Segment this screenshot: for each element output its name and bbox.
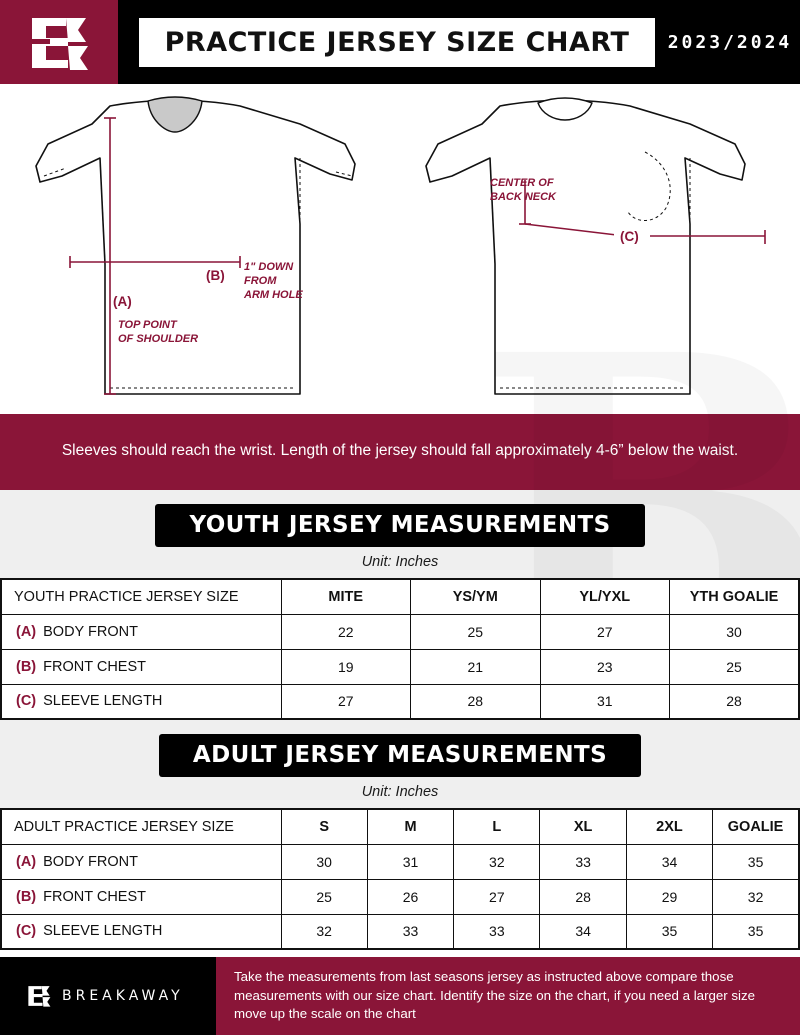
- label-b-desc-1: 1" DOWN: [244, 261, 294, 273]
- adult-row-1-name: FRONT CHEST: [43, 888, 146, 905]
- footer-brand-name: BREAKAWAY: [62, 988, 184, 1004]
- youth-row-0-label: [1, 614, 281, 649]
- youth-cell-1-0: 19: [281, 649, 411, 684]
- adult-cell-1-2: 27: [454, 879, 540, 914]
- adult-cell-2-2: 33: [454, 914, 540, 949]
- adult-col-2: L: [454, 809, 540, 844]
- adult-cell-1-4: 29: [626, 879, 712, 914]
- jersey-diagram: [0, 84, 800, 414]
- youth-cell-0-0: 22: [281, 614, 411, 649]
- youth-section: [0, 490, 800, 720]
- youth-cell-2-3: 28: [670, 684, 800, 719]
- youth-row-1-tag: (B): [16, 658, 37, 675]
- label-a-desc-2: OF SHOULDER: [118, 333, 199, 345]
- label-c: (C): [620, 229, 639, 244]
- youth-row-0-tag: (A): [16, 623, 37, 640]
- adult-cell-2-0: 32: [281, 914, 367, 949]
- youth-col-3: YTH GOALIE: [670, 579, 800, 614]
- breakaway-b-logo-icon-small: [26, 980, 52, 1012]
- adult-cell-0-3: 33: [540, 844, 626, 879]
- adult-row-2-label: [1, 914, 281, 949]
- youth-col-1: YS/YM: [411, 579, 541, 614]
- table-row: [1, 844, 799, 879]
- adult-unit-label: Unit: Inches: [361, 784, 439, 800]
- adult-cell-2-5: 35: [713, 914, 799, 949]
- youth-unit-label: Unit: Inches: [361, 554, 439, 570]
- jersey-diagram-svg: [0, 84, 800, 414]
- youth-cell-2-2: 31: [540, 684, 670, 719]
- youth-cell-2-0: 27: [281, 684, 411, 719]
- youth-cell-0-3: 30: [670, 614, 800, 649]
- page-footer: [0, 957, 800, 1035]
- youth-cell-2-1: 28: [411, 684, 541, 719]
- breakaway-b-logo-icon: [26, 12, 92, 74]
- adult-col-4: 2XL: [626, 809, 712, 844]
- youth-cell-0-2: 27: [540, 614, 670, 649]
- adult-col-5: GOALIE: [713, 809, 799, 844]
- adult-table-header-row: [1, 809, 799, 844]
- adult-cell-0-4: 34: [626, 844, 712, 879]
- label-b: (B): [206, 268, 225, 283]
- label-a: (A): [113, 294, 132, 309]
- youth-cell-0-1: 25: [411, 614, 541, 649]
- label-b-desc-2: FROM: [244, 275, 277, 287]
- youth-col-0: MITE: [281, 579, 411, 614]
- season-year: 2023/2024: [667, 31, 793, 53]
- header-title-wrap: [118, 0, 660, 84]
- adult-measurements-table: [0, 808, 800, 950]
- fit-note: Sleeves should reach the wrist. Length of the jersey should fall approximately 4-6” below the waist.: [0, 414, 800, 490]
- youth-cell-1-2: 23: [540, 649, 670, 684]
- adult-col-3: XL: [540, 809, 626, 844]
- adult-cell-0-2: 32: [454, 844, 540, 879]
- jersey-front-illustration: [36, 97, 355, 394]
- adult-cell-2-4: 35: [626, 914, 712, 949]
- adult-cell-1-5: 32: [713, 879, 799, 914]
- adult-cell-1-0: 25: [281, 879, 367, 914]
- footer-instructions: Take the measurements from last seasons jersey as instructed above compare those measurements with our size chart. Identify the size on the chart, if you need a larger size move up the scale on the chart: [216, 957, 800, 1035]
- adult-cell-1-1: 26: [367, 879, 453, 914]
- youth-cell-1-1: 21: [411, 649, 541, 684]
- table-row: [1, 914, 799, 949]
- label-b-desc-3: ARM HOLE: [244, 289, 303, 301]
- adult-section-title: ADULT JERSEY MEASUREMENTS: [159, 734, 641, 777]
- youth-row-2-label: [1, 684, 281, 719]
- adult-col-0: S: [281, 809, 367, 844]
- adult-row-2-name: SLEEVE LENGTH: [43, 923, 163, 940]
- page-header: [0, 0, 800, 84]
- adult-row-0-tag: (A): [16, 853, 37, 870]
- brand-logo-block: [0, 0, 118, 84]
- adult-row-1-tag: (B): [16, 888, 37, 905]
- youth-table-header-row: [1, 579, 799, 614]
- label-c-desc-2: BACK NECK: [490, 191, 556, 203]
- adult-cell-0-0: 30: [281, 844, 367, 879]
- adult-cell-1-3: 28: [540, 879, 626, 914]
- adult-cell-0-5: 35: [713, 844, 799, 879]
- adult-row-0-name: BODY FRONT: [43, 853, 138, 870]
- table-row: [1, 879, 799, 914]
- adult-row-0-label: [1, 844, 281, 879]
- table-row: [1, 649, 799, 684]
- youth-section-title: YOUTH JERSEY MEASUREMENTS: [155, 504, 644, 547]
- youth-row-1-name: FRONT CHEST: [43, 658, 146, 675]
- adult-section: [0, 720, 800, 950]
- adult-row-2-tag: (C): [16, 923, 37, 940]
- youth-row-0-name: BODY FRONT: [43, 623, 138, 640]
- page-title: PRACTICE JERSEY SIZE CHART: [139, 18, 656, 67]
- adult-cell-2-3: 34: [540, 914, 626, 949]
- adult-col-1: M: [367, 809, 453, 844]
- footer-brand-block: [0, 957, 216, 1035]
- label-c-desc-1: CENTER OF: [490, 177, 554, 189]
- youth-measurements-table: [0, 578, 800, 720]
- table-row: [1, 614, 799, 649]
- youth-row-1-label: [1, 649, 281, 684]
- adult-row-1-label: [1, 879, 281, 914]
- jersey-back-illustration: [426, 98, 745, 394]
- youth-col-2: YL/YXL: [540, 579, 670, 614]
- adult-size-header: ADULT PRACTICE JERSEY SIZE: [1, 809, 281, 844]
- youth-row-2-tag: (C): [16, 693, 37, 710]
- adult-cell-2-1: 33: [367, 914, 453, 949]
- table-row: [1, 684, 799, 719]
- label-a-desc-1: TOP POINT: [118, 319, 177, 331]
- youth-row-2-name: SLEEVE LENGTH: [43, 693, 163, 710]
- youth-cell-1-3: 25: [670, 649, 800, 684]
- adult-cell-0-1: 31: [367, 844, 453, 879]
- youth-size-header: YOUTH PRACTICE JERSEY SIZE: [1, 579, 281, 614]
